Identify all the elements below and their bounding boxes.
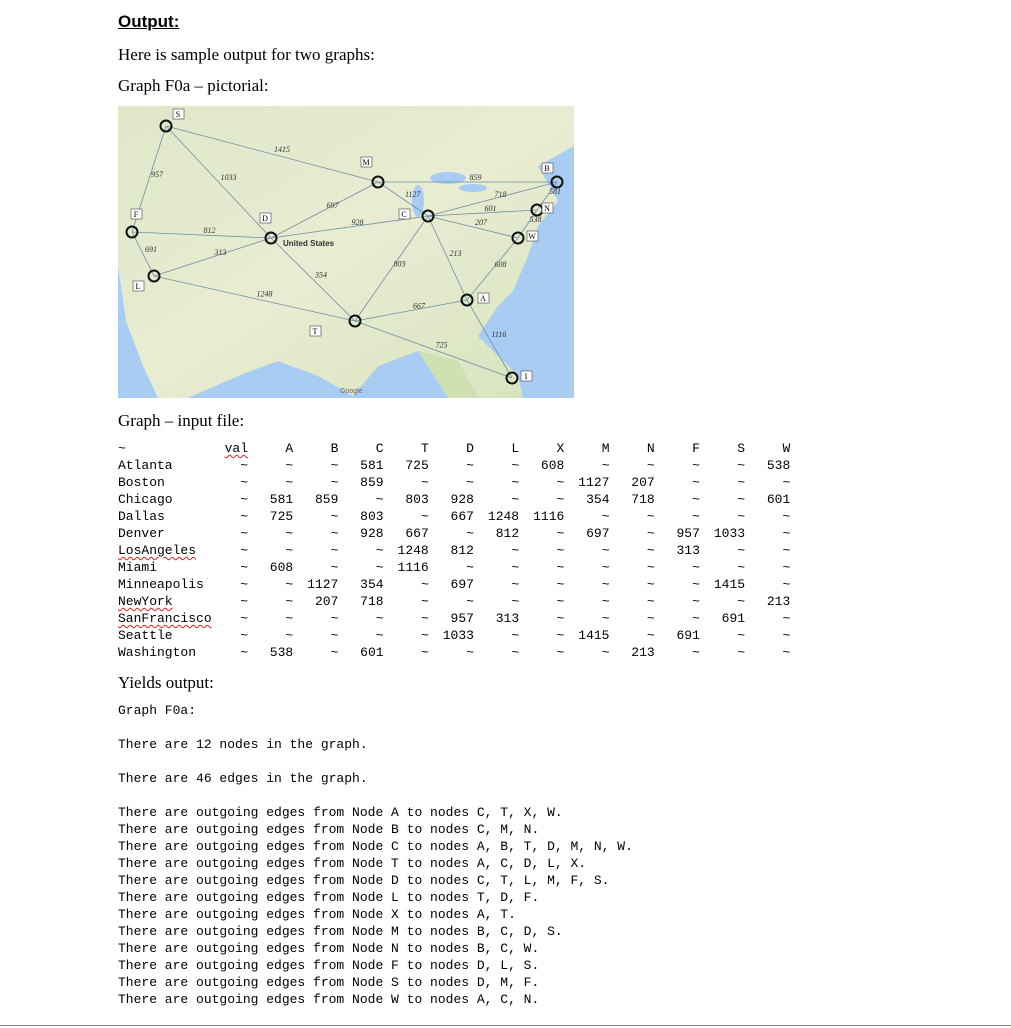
map-node-label: L (135, 282, 141, 291)
column-header: A (285, 441, 294, 456)
table-cell: ~ (601, 594, 610, 609)
table-cell: ~ (240, 560, 248, 575)
table-cell: ~ (692, 645, 700, 660)
table-cell: ~ (285, 526, 294, 541)
row-label: Atlanta (118, 458, 173, 473)
table-cell: 354 (360, 577, 384, 592)
output-line (118, 753, 633, 770)
intro-text: Here is sample output for two graphs: (118, 45, 375, 64)
table-cell: ~ (646, 458, 655, 473)
table-cell: ~ (601, 509, 610, 524)
table-cell: ~ (782, 475, 791, 490)
column-header: N (646, 441, 655, 456)
table-cell: 725 (269, 509, 294, 524)
table-cell: ~ (420, 645, 429, 660)
map-node-label: D (262, 214, 268, 223)
table-cell: ~ (737, 475, 746, 490)
table-cell: ~ (511, 475, 520, 490)
output-line: There are outgoing edges from Node L to nodes T, D, F. (118, 890, 540, 905)
table-cell: ~ (556, 577, 565, 592)
map-edge-label: 1248 (256, 289, 273, 299)
map-edge-label: 354 (315, 270, 327, 280)
table-cell: ~ (330, 611, 339, 626)
table-cell: 1127 (307, 577, 339, 592)
output-block (118, 702, 633, 1008)
table-cell: ~ (556, 543, 565, 558)
table-cell: ~ (601, 560, 610, 575)
table-row (118, 474, 790, 491)
column-header: D (466, 441, 474, 456)
table-cell: 354 (586, 492, 610, 507)
table-cell: ~ (511, 594, 520, 609)
table-cell: ~ (737, 492, 746, 507)
table-cell: ~ (646, 526, 655, 541)
table-row (118, 542, 790, 559)
table-row (118, 593, 790, 610)
table-cell: ~ (420, 594, 429, 609)
table-header-row (118, 440, 790, 457)
table-cell: ~ (466, 560, 474, 575)
row-label: Washington (118, 645, 197, 660)
table-cell: ~ (692, 509, 700, 524)
row-label: Chicago (118, 492, 173, 507)
table-cell: ~ (782, 628, 791, 643)
output-line: There are outgoing edges from Node W to nodes A, C, N. (118, 992, 540, 1007)
table-cell: ~ (601, 645, 610, 660)
table-row (118, 457, 790, 474)
table-row (118, 644, 790, 661)
table-cell: ~ (285, 458, 294, 473)
output-line: There are outgoing edges from Node T to nodes A, C, D, L, X. (118, 856, 587, 871)
column-header: C (375, 441, 384, 456)
table-cell: ~ (646, 577, 655, 592)
table-cell: ~ (737, 628, 746, 643)
table-row (118, 508, 790, 525)
table-cell: ~ (420, 509, 429, 524)
output-line: There are 46 edges in the graph. (118, 771, 368, 786)
table-cell: 718 (631, 492, 655, 507)
table-cell: ~ (646, 509, 655, 524)
table-cell: 601 (360, 645, 384, 660)
map-edge-label: 718 (494, 190, 507, 199)
table-cell: ~ (737, 645, 746, 660)
table-cell: 313 (495, 611, 520, 626)
table-cell: 718 (360, 594, 384, 609)
table-cell: ~ (782, 577, 791, 592)
table-cell: 667 (450, 509, 474, 524)
output-line: There are 12 nodes in the graph. (118, 737, 368, 752)
table-cell: ~ (466, 458, 474, 473)
table-cell: ~ (240, 458, 248, 473)
table-cell: 1415 (578, 628, 610, 643)
table-cell: ~ (330, 560, 339, 575)
table-cell: ~ (375, 492, 384, 507)
table-cell: ~ (556, 526, 565, 541)
table-cell: ~ (330, 526, 339, 541)
table-cell: ~ (240, 594, 248, 609)
table-cell: ~ (556, 594, 565, 609)
table-cell: ~ (511, 543, 520, 558)
table-cell: ~ (556, 645, 565, 660)
table-row (118, 576, 790, 593)
graph-map-image (118, 106, 574, 398)
input-file-title: Graph – input file: (118, 411, 245, 430)
table-cell: 213 (766, 594, 791, 609)
map-node-label: S (175, 110, 181, 119)
map-node-label: T (312, 327, 318, 336)
map-edge-label: 697 (326, 201, 339, 210)
map-edge-label: 538 (529, 215, 542, 224)
table-cell: ~ (556, 560, 565, 575)
table-cell: ~ (692, 577, 700, 592)
table-cell: 725 (405, 458, 429, 473)
column-header: M (601, 441, 610, 456)
yields-title: Yields output: (118, 673, 214, 692)
table-cell: 581 (269, 492, 294, 507)
table-cell: 313 (676, 543, 700, 558)
output-line: There are outgoing edges from Node F to nodes D, L, S. (118, 958, 540, 973)
row-label: Miami (118, 560, 158, 575)
table-cell: ~ (466, 594, 474, 609)
output-line: Graph F0a: (118, 703, 197, 718)
table-cell: ~ (646, 628, 655, 643)
table-cell: ~ (285, 611, 294, 626)
output-line (118, 719, 633, 736)
map-node-label: W (528, 232, 536, 241)
page-divider (0, 1025, 1011, 1026)
column-header: L (511, 441, 520, 456)
output-line: There are outgoing edges from Node B to nodes C, M, N. (118, 822, 540, 837)
column-header: F (692, 441, 700, 456)
table-cell: 691 (721, 611, 746, 626)
map-node-label: I (524, 372, 528, 381)
table-cell: 928 (450, 492, 474, 507)
map-edge-label: 213 (449, 249, 462, 258)
table-cell: 608 (269, 560, 294, 575)
table-cell: ~ (556, 475, 565, 490)
table-cell: ~ (692, 475, 700, 490)
table-cell: ~ (420, 628, 429, 643)
map-edge-label: 608 (494, 260, 507, 269)
table-cell: ~ (511, 628, 520, 643)
table-cell: ~ (646, 594, 655, 609)
output-line: There are outgoing edges from Node A to nodes C, T, X, W. (118, 805, 563, 820)
table-cell: ~ (285, 577, 294, 592)
table-cell: ~ (330, 509, 339, 524)
table-cell: ~ (556, 492, 565, 507)
table-cell: 928 (360, 526, 384, 541)
table-cell: ~ (330, 645, 339, 660)
table-cell: ~ (420, 475, 429, 490)
table-cell: ~ (782, 526, 791, 541)
table-corner-cell: ~ (118, 441, 126, 456)
table-cell: ~ (556, 611, 565, 626)
table-cell: ~ (692, 458, 700, 473)
output-line: There are outgoing edges from Node C to nodes A, B, T, D, M, N, W. (118, 839, 633, 854)
table-row (118, 627, 790, 644)
map-edge-label: 1415 (274, 145, 290, 154)
map-edge-label: 859 (469, 173, 482, 182)
table-cell: ~ (375, 543, 384, 558)
table-cell: ~ (737, 543, 746, 558)
table-cell: ~ (375, 628, 384, 643)
table-cell: ~ (692, 611, 700, 626)
map-edge-label: 1033 (220, 173, 237, 182)
table-cell: 697 (586, 526, 610, 541)
table-cell: 213 (631, 645, 655, 660)
table-cell: 581 (360, 458, 384, 473)
table-cell: 1116 (397, 560, 429, 575)
table-cell: ~ (375, 560, 384, 575)
table-cell: ~ (511, 492, 520, 507)
table-cell: ~ (646, 611, 655, 626)
misspelling-underline: LosAngeles (118, 543, 197, 558)
column-header: B (330, 441, 339, 456)
row-label (118, 610, 218, 627)
table-cell: ~ (285, 628, 294, 643)
table-cell: ~ (782, 611, 791, 626)
table-cell: 859 (360, 475, 384, 490)
table-cell: 859 (314, 492, 339, 507)
table-cell: ~ (240, 526, 248, 541)
map-edge-label: 725 (435, 340, 448, 350)
row-label: Minneapolis (118, 577, 204, 592)
map-edge-label: 581 (549, 187, 561, 196)
table-cell: ~ (782, 560, 791, 575)
map-edge-label: 667 (413, 301, 425, 311)
table-cell: ~ (285, 475, 294, 490)
table-cell: ~ (240, 611, 248, 626)
table-cell: ~ (511, 577, 520, 592)
column-header: S (737, 441, 746, 456)
column-header: T (420, 441, 429, 456)
table-cell: ~ (420, 577, 429, 592)
row-label: Denver (118, 526, 165, 541)
table-cell: ~ (375, 611, 384, 626)
table-cell: ~ (601, 458, 610, 473)
table-row (118, 610, 790, 627)
table-cell: 538 (766, 458, 791, 473)
table-cell: ~ (330, 475, 339, 490)
map-node-label: A (480, 294, 486, 303)
table-cell: 608 (540, 458, 565, 473)
table-cell: ~ (511, 645, 520, 660)
table-row (118, 491, 790, 508)
table-cell: 803 (360, 509, 384, 524)
table-cell: ~ (466, 645, 474, 660)
table-cell: ~ (646, 543, 655, 558)
table-cell: 1116 (533, 509, 565, 524)
table-cell: ~ (782, 645, 791, 660)
table-cell: 538 (269, 645, 294, 660)
table-cell: ~ (511, 458, 520, 473)
table-cell: 812 (450, 543, 474, 558)
map-edge-label: 691 (145, 245, 157, 254)
table-cell: ~ (601, 611, 610, 626)
misspelling-underline: val (224, 441, 248, 456)
map-edge-label: 957 (151, 170, 163, 179)
table-cell: ~ (330, 543, 339, 558)
table-cell: 667 (405, 526, 429, 541)
table-cell: 697 (450, 577, 474, 592)
table-cell: ~ (601, 577, 610, 592)
row-label: Seattle (118, 628, 173, 643)
table-row (118, 559, 790, 576)
map-country-label: United States (283, 239, 335, 248)
table-cell: 1033 (713, 526, 746, 541)
table-cell: 691 (676, 628, 700, 643)
table-cell: 1127 (578, 475, 610, 490)
table-cell: ~ (556, 628, 565, 643)
table-cell: ~ (692, 560, 700, 575)
row-label: Boston (118, 475, 165, 490)
row-label: Dallas (118, 509, 165, 524)
table-cell: ~ (240, 645, 248, 660)
table-cell: ~ (692, 492, 700, 507)
table-cell: 1248 (397, 543, 429, 558)
map-edge-label: 928 (351, 218, 364, 227)
table-cell: ~ (737, 509, 746, 524)
table-cell: 207 (631, 475, 655, 490)
column-header: W (782, 441, 791, 456)
table-cell: ~ (240, 509, 248, 524)
output-line: There are outgoing edges from Node D to nodes C, T, L, M, F, S. (118, 873, 610, 888)
row-label (118, 542, 218, 559)
output-line: There are outgoing edges from Node X to nodes A, T. (118, 907, 516, 922)
output-line: There are outgoing edges from Node N to nodes B, C, W. (118, 941, 540, 956)
map-edge-label: 1116 (491, 330, 507, 339)
map-edge-label: 803 (393, 259, 406, 269)
output-line: There are outgoing edges from Node M to nodes B, C, D, S. (118, 924, 563, 939)
column-header (218, 440, 248, 457)
table-cell: ~ (330, 458, 339, 473)
misspelling-underline: SanFrancisco (118, 611, 212, 626)
map-edge-label: 812 (203, 226, 216, 235)
table-cell: ~ (466, 475, 474, 490)
table-cell: ~ (737, 560, 746, 575)
table-cell: 1033 (442, 628, 474, 643)
table-cell: 1415 (713, 577, 746, 592)
table-cell: ~ (240, 577, 248, 592)
table-cell: ~ (646, 560, 655, 575)
output-line (118, 787, 633, 804)
table-cell: 803 (405, 492, 429, 507)
table-cell: ~ (240, 628, 248, 643)
table-cell: 957 (676, 526, 700, 541)
table-cell: ~ (692, 594, 700, 609)
table-cell: ~ (240, 543, 248, 558)
input-table (118, 440, 790, 661)
table-cell: ~ (737, 594, 746, 609)
map-edge-label: 1127 (405, 190, 421, 199)
table-cell: ~ (285, 594, 294, 609)
pictorial-title: Graph F0a – pictorial: (118, 76, 269, 95)
row-label (118, 593, 218, 610)
table-cell: 957 (450, 611, 474, 626)
table-cell: ~ (782, 509, 791, 524)
output-line: There are outgoing edges from Node S to nodes D, M, F. (118, 975, 540, 990)
map-node-label: B (544, 164, 550, 173)
table-cell: 601 (766, 492, 791, 507)
table-cell: ~ (511, 560, 520, 575)
table-cell: ~ (285, 543, 294, 558)
map-edge-label: 313 (214, 248, 227, 257)
map-edge-label: 207 (475, 218, 487, 227)
table-cell: ~ (466, 526, 474, 541)
map-node-label: M (362, 158, 370, 167)
table-cell: ~ (330, 628, 339, 643)
table-cell: 207 (314, 594, 339, 609)
column-header: X (556, 441, 565, 456)
map-edge-label: 601 (484, 204, 497, 213)
map-node-label: C (401, 210, 407, 219)
table-row (118, 525, 790, 542)
misspelling-underline: NewYork (118, 594, 173, 609)
table-cell: ~ (240, 492, 248, 507)
map-node-label: F (133, 210, 139, 219)
map-node-label: N (544, 204, 550, 213)
table-cell: 1248 (487, 509, 520, 524)
section-heading: Output: (118, 12, 180, 31)
table-cell: ~ (782, 543, 791, 558)
table-cell: ~ (601, 543, 610, 558)
table-cell: 812 (495, 526, 520, 541)
table-cell: ~ (737, 458, 746, 473)
table-cell: ~ (240, 475, 248, 490)
map-attribution: Google (340, 388, 363, 395)
table-cell: ~ (420, 611, 429, 626)
